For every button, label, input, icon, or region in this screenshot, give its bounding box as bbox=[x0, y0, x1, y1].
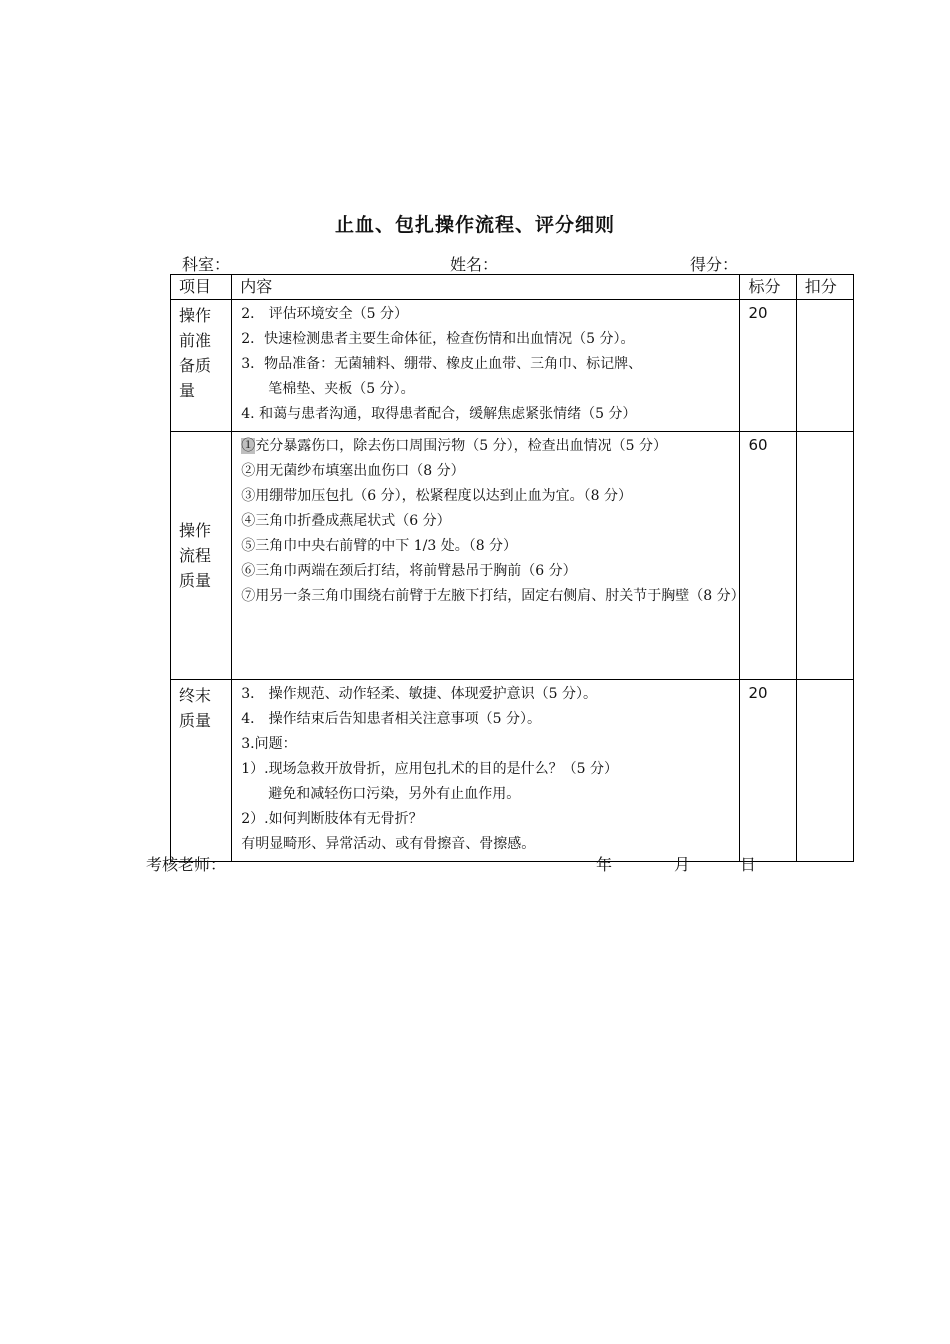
department-label: 科室： bbox=[182, 255, 231, 274]
item-line: 质量 bbox=[179, 711, 212, 730]
content-line: 3． 操作规范、动作轻柔、敏捷、体现爱护意识（5 分）。 bbox=[241, 686, 597, 702]
content-line: ①充分暴露伤口，除去伤口周围污物（5 分），检查出血情况（5 分） bbox=[241, 438, 667, 454]
content-line: 有明显畸形、异常活动、或有骨擦音、骨擦感。 bbox=[241, 836, 536, 852]
item-line: 流程 bbox=[179, 546, 212, 565]
content-cell-procedure bbox=[232, 432, 745, 680]
item-cell-procedure bbox=[171, 432, 232, 680]
deduct-cell[interactable] bbox=[796, 432, 853, 680]
content-line: 4． 操作结束后告知患者相关注意事项（5 分）。 bbox=[241, 711, 541, 727]
item-line: 备质 bbox=[179, 356, 212, 375]
column-header-content: 内容 bbox=[232, 275, 740, 300]
item-cell-final bbox=[171, 680, 232, 862]
content-line: ③用绷带加压包扎（6 分），松紧程度以达到止血为宜。（8 分） bbox=[241, 488, 632, 504]
deduct-cell[interactable] bbox=[796, 300, 853, 432]
content-line: ②用无菌纱布填塞出血伤口（8 分） bbox=[241, 463, 465, 479]
form-title: 止血、包扎操作流程、评分细则 bbox=[334, 214, 615, 236]
table-row bbox=[171, 300, 854, 432]
form-footer bbox=[146, 852, 786, 876]
table-header-row bbox=[171, 275, 854, 300]
content-line: 1）.现场急救开放骨折，应用包扎术的目的是什么？（5 分） bbox=[241, 761, 618, 777]
content-line: 3．物品准备：无菌辅料、绷带、橡皮止血带、三角巾、标记牌、 bbox=[241, 356, 643, 372]
content-line: 2． 评估环境安全（5 分） bbox=[241, 306, 408, 322]
content-line: 3.问题： bbox=[241, 736, 297, 752]
content-line: 2）.如何判断肢体有无骨折？ bbox=[241, 811, 423, 827]
step-1-text: ① bbox=[241, 438, 256, 454]
column-header-deduct: 扣分 bbox=[796, 275, 853, 300]
column-header-item: 项目 bbox=[171, 275, 232, 300]
content-line: ④三角巾折叠成燕尾状式（6 分） bbox=[241, 513, 451, 529]
item-cell-preparation bbox=[171, 300, 232, 432]
score-cell: 60 bbox=[740, 432, 796, 680]
name-label: 姓名： bbox=[450, 255, 499, 274]
score-label: 得分： bbox=[690, 255, 739, 274]
deduct-cell[interactable] bbox=[796, 680, 853, 862]
content-line: ⑥三角巾两端在颈后打结，将前臂悬吊于胸前（6 分） bbox=[241, 563, 577, 579]
table-row bbox=[171, 432, 854, 680]
content-line: ⑦用另一条三角巾围绕右前臂于左腋下打结，固定右侧肩、肘关节于胸壁（8 分） bbox=[241, 588, 745, 604]
content-line: ⑤三角巾中央右前臂的中下 1/3 处。（8 分） bbox=[241, 538, 518, 554]
scoring-table bbox=[170, 274, 854, 862]
form-header bbox=[170, 252, 854, 274]
item-line: 操作 bbox=[179, 306, 212, 325]
table-row bbox=[171, 680, 854, 862]
column-header-score: 标分 bbox=[740, 275, 796, 300]
content-line: 避免和减轻伤口污染，另外有止血作用。 bbox=[268, 786, 521, 802]
day-label: 日 bbox=[740, 855, 757, 874]
score-cell: 20 bbox=[740, 680, 796, 862]
item-line: 操作 bbox=[179, 521, 212, 540]
content-cell-final bbox=[232, 680, 740, 862]
item-line: 终末 bbox=[179, 686, 212, 705]
item-line: 量 bbox=[179, 381, 196, 400]
content-line: 4. 和蔼与患者沟通，取得患者配合，缓解焦虑紧张情绪（5 分） bbox=[241, 406, 637, 422]
month-label: 月 bbox=[674, 855, 691, 874]
content-cell-preparation bbox=[232, 300, 740, 432]
item-line: 质量 bbox=[179, 571, 212, 590]
year-label: 年 bbox=[596, 855, 613, 874]
content-line: 2．快速检测患者主要生命体征，检查伤情和出血情况（5 分）。 bbox=[241, 331, 635, 347]
score-cell: 20 bbox=[740, 300, 796, 432]
examiner-label: 考核老师： bbox=[146, 855, 227, 874]
content-line: 笔棉垫、夹板（5 分）。 bbox=[268, 381, 415, 397]
item-line: 前准 bbox=[179, 331, 212, 350]
